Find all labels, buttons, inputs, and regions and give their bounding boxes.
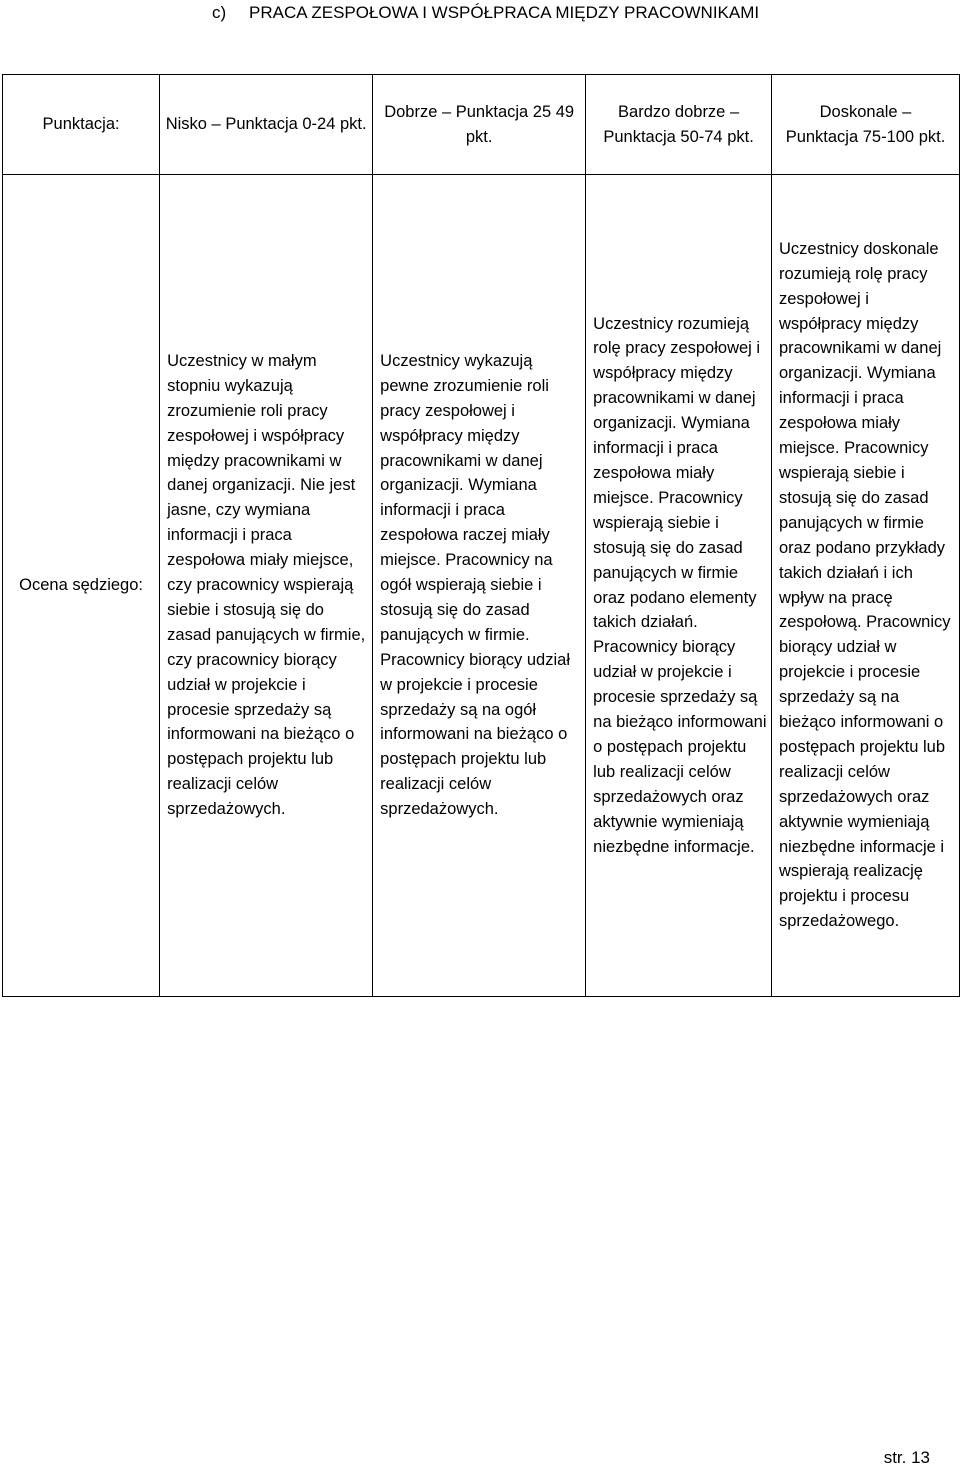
description-low-cell	[160, 175, 373, 997]
scoring-table	[2, 74, 960, 997]
level-very-good-label: Bardzo dobrze – Punktacja 50-74 pkt.	[603, 102, 754, 146]
header-label: Punktacja:	[42, 115, 120, 134]
level-low-label: Nisko – Punktacja 0-24 pkt.	[165, 115, 367, 134]
table-row	[3, 175, 960, 997]
row-label-cell	[3, 175, 160, 997]
table-header-row	[3, 75, 960, 175]
description-good-cell	[373, 175, 586, 997]
description-very-good: Uczestnicy rozumieją rolę pracy zespołowej i współpracy między pracownikami w danej organizacji. Wymiana informacji i praca zespołowa miały miejsce. Pracownicy wspierają siebie i stosują się do zasad panujących w firmie oraz podano elementy takich działań. Pracownicy biorący udział w projekcie i procesie sprzedaży są na bieżąco informowani o postępach projektu lub realizacji celów sprzedażowych oraz aktywnie wymieniają niezbędne informacje.	[593, 314, 767, 856]
row-label: Ocena sędziego:	[19, 576, 143, 595]
level-very-good-header	[586, 75, 772, 175]
level-good-header	[373, 75, 586, 175]
header-label-cell	[3, 75, 160, 175]
section-number: c)	[212, 3, 227, 22]
level-good-label: Dobrze – Punktacja 25 49 pkt.	[384, 102, 575, 146]
page-number: str. 13	[883, 1448, 930, 1467]
section-title: PRACA ZESPOŁOWA I WSPÓŁPRACA MIĘDZY PRACOWNIKAMI	[249, 3, 760, 22]
description-excellent-cell	[772, 175, 960, 997]
description-low: Uczestnicy w małym stopniu wykazują zrozumienie roli pracy zespołowej i współpracy między pracownikami w danej organizacji. Nie jest jasne, czy wymiana informacji i praca zespołowa miały miejsce, czy pracownicy wspierają siebie i stosują się do zasad panujących w firmie, czy pracownicy biorący udział w projekcie i procesie sprzedaży są informowani na bieżąco o postępach projektu lub realizacji celów sprzedażowych.	[167, 351, 366, 819]
level-excellent-label: Doskonale – Punktacja 75-100 pkt.	[785, 102, 946, 146]
level-low-header	[160, 75, 373, 175]
level-excellent-header	[772, 75, 960, 175]
description-good: Uczestnicy wykazują pewne zrozumienie roli pracy zespołowej i współpracy między pracownikami w danej organizacji. Wymiana informacji i praca zespołowa raczej miały miejsce. Pracownicy na ogół wspierają siebie i stosują się do zasad panujących w firmie. Pracownicy biorący udział w projekcie i procesie sprzedaży są na ogół informowani na bieżąco o postępach projektu lub realizacji celów sprzedażowych.	[380, 351, 570, 819]
description-excellent: Uczestnicy doskonale rozumieją rolę pracy zespołowej i współpracy między pracownikami w danej organizacji. Wymiana informacji i praca zespołowa miały miejsce. Pracownicy wspierają siebie i stosują się do zasad panujących w firmie oraz podano przykłady takich działań i ich wpływ na pracę zespołową. Pracownicy biorący udział w projekcie i procesie sprzedaży są na bieżąco informowani o postępach projektu lub realizacji celów sprzedażowych oraz aktywnie wymieniają niezbędne informacje i wspierają realizację projektu i procesu sprzedażowego.	[779, 239, 951, 931]
section-heading	[212, 3, 759, 23]
description-very-good-cell	[586, 175, 772, 997]
